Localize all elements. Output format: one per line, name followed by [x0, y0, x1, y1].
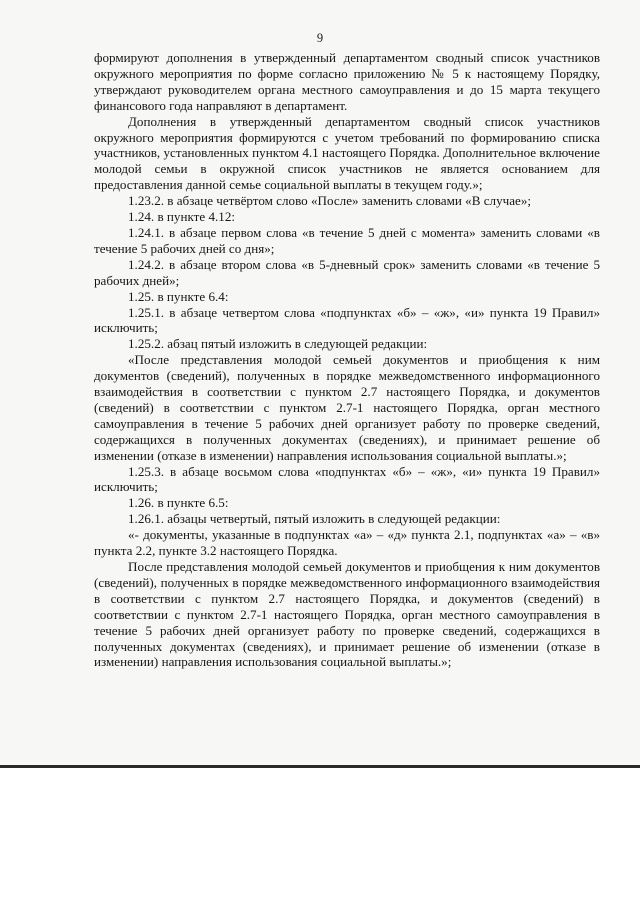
item-1-24-2: 1.24.2. в абзаце втором слова «в 5-дневный срок» заменить словами «в течение 5 рабочих дней»;	[94, 256, 600, 288]
document-body	[94, 50, 600, 670]
item-1-24: 1.24. в пункте 4.12:	[128, 209, 236, 225]
item-1-25-2: 1.25.2. абзац пятый изложить в следующей редакции:	[128, 336, 428, 352]
paragraph-continuation: формируют дополнения в утвержденный департаментом сводный список участников окружного мероприятия по форме согласно приложению № 5 к настоящему Порядку, утверждают руководителем органа местного самоуправления и до 15 марта текущего финансового года направляют в департамент.	[94, 50, 600, 113]
quoted-paragraph-6-4: «После представления молодой семьей документов и приобщения к ним документов (сведений), полученных в порядке межведомственного информационного взаимодействия в соответствии с пунктом 2.7 настоящего Порядка, и документов (сведений) в соответствии с пунктом 2.7-1 настоящего Порядка, орган местного самоуправления в течение 5 рабочих дней организует работу по проверке сведений, содержащихся в полученных документах (сведениях), и принимает решение об изменении (отказе в изменении) направления использования социальной выплаты.»;	[94, 352, 600, 463]
item-1-25-1: 1.25.1. в абзаце четвертом слова «подпунктах «б» – «ж», «и» пункта 19 Правил» исключить;	[94, 304, 600, 336]
item-1-24-1: 1.24.1. в абзаце первом слова «в течение 5 дней с момента» заменить словами «в течение 5 рабочих дней со дня»;	[94, 224, 600, 256]
item-1-26: 1.26. в пункте 6.5:	[128, 495, 229, 511]
item-1-25: 1.25. в пункте 6.4:	[128, 288, 229, 304]
paragraph-additions: Дополнения в утвержденный департаментом сводный список участников окружного мероприятия формируются с учетом требований по формированию списка участников, установленных пунктом 4.1 настоящего Порядка. Дополнительное включение молодой семьи в окружной список участников не является основанием для предоставления данной семье социальной выплаты в текущем году.»;	[94, 113, 600, 193]
quoted-documents-list: «- документы, указанные в подпунктах «а» – «д» пункта 2.1, подпунктах «а» – «в» пункта 2.2, пункте 3.2 настоящего Порядка.	[94, 527, 600, 559]
item-1-25-3: 1.25.3. в абзаце восьмом слова «подпунктах «б» – «ж», «и» пункта 19 Правил» исключить;	[94, 463, 600, 495]
item-1-26-1: 1.26.1. абзацы четвертый, пятый изложить в следующей редакции:	[128, 511, 501, 527]
page-number: 9	[316, 31, 324, 45]
quoted-paragraph-6-5: После представления молодой семьей документов и приобщения к ним документов (сведений), полученных в порядке межведомственного информационного взаимодействия в соответствии с пунктом 2.7 настоящего Порядка, и документов (сведений) в соответствии с пунктом 2.7-1 настоящего Порядка, орган местного самоуправления в течение 5 рабочих дней организует работу по проверке сведений, содержащихся в полученных документах (сведениях), и принимает решение об изменении (отказе в изменении) направления использования социальной выплаты.»;	[94, 559, 600, 670]
item-1-23-2: 1.23.2. в абзаце четвёртом слово «После» заменить словами «В случае»;	[128, 193, 532, 209]
